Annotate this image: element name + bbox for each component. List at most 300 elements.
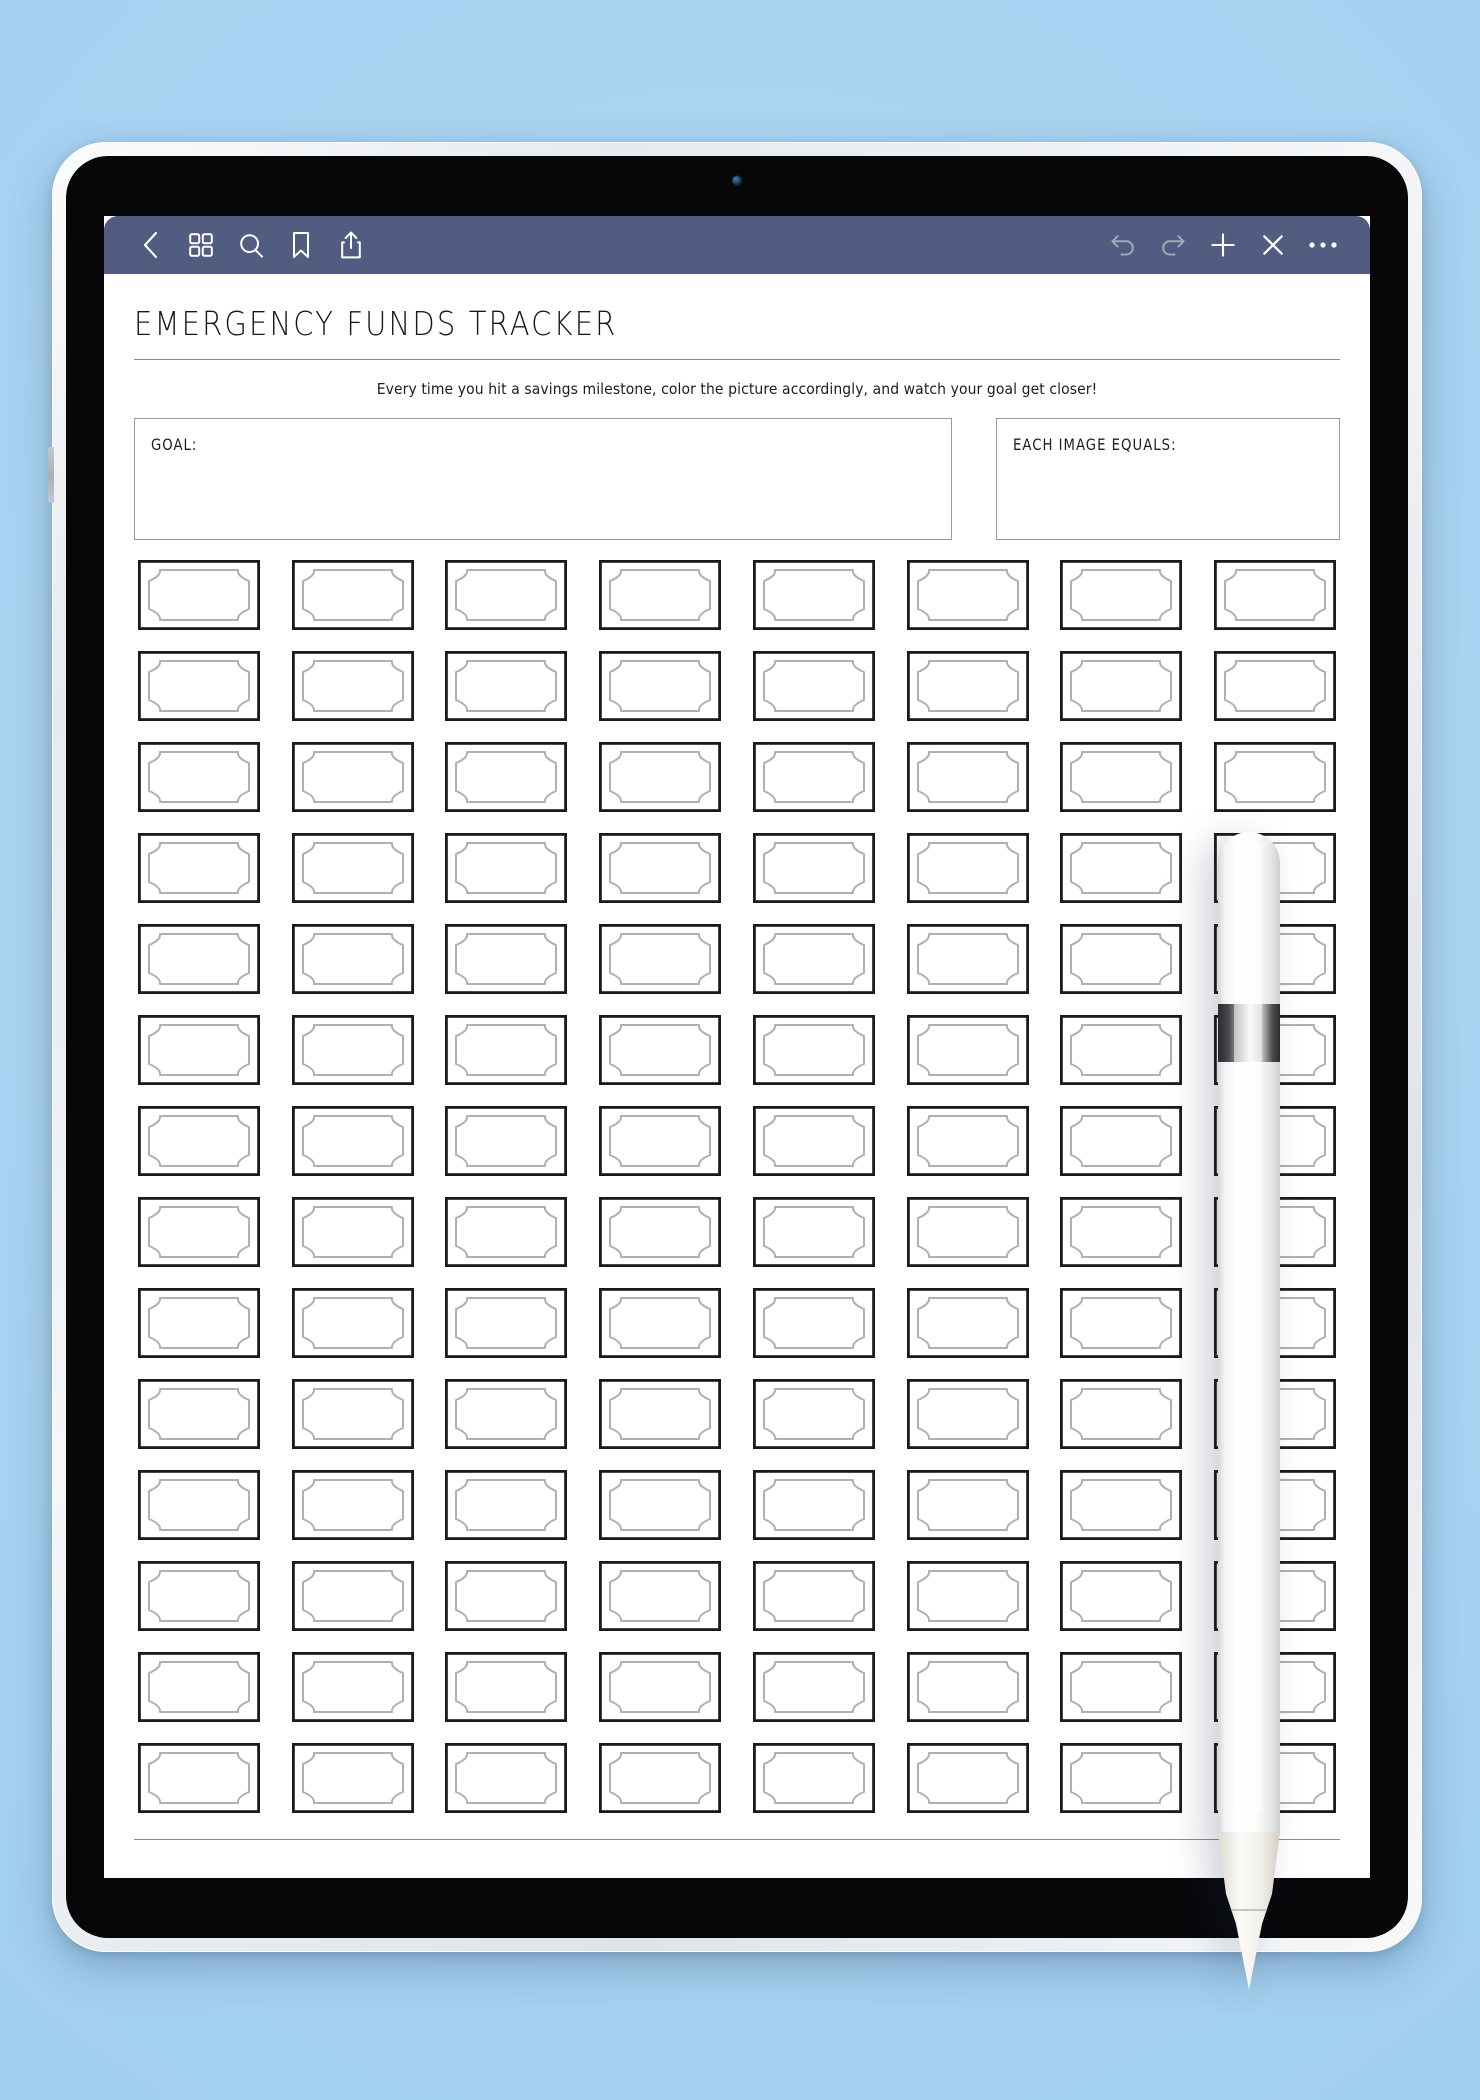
tracker-note-cell[interactable] — [749, 924, 879, 1015]
banknote-outer-border — [139, 925, 258, 992]
banknote-outer-border — [601, 1562, 720, 1629]
tracker-note-cell[interactable] — [1210, 1379, 1340, 1470]
banknote-icon — [907, 742, 1029, 812]
tracker-note-cell[interactable] — [1210, 1470, 1340, 1561]
tracker-note-cell[interactable] — [595, 1470, 725, 1561]
banknote-icon — [138, 1015, 260, 1085]
banknote-icon — [753, 924, 875, 994]
add-button[interactable] — [1198, 220, 1248, 270]
tracker-note-cell[interactable] — [134, 1561, 264, 1652]
tracker-note-cell[interactable] — [288, 1743, 418, 1834]
banknote-outer-border — [1062, 1653, 1181, 1720]
tracker-note-cell[interactable] — [1057, 1652, 1187, 1743]
banknote-outer-border — [139, 1289, 258, 1356]
banknote-icon — [292, 1379, 414, 1449]
banknote-outer-border — [1062, 1744, 1181, 1811]
tracker-note-cell[interactable] — [595, 1197, 725, 1288]
undo-button[interactable] — [1098, 220, 1148, 270]
tracker-note-cell[interactable] — [903, 924, 1033, 1015]
tracker-note-cell[interactable] — [442, 742, 572, 833]
banknote-outer-border — [601, 652, 720, 719]
banknote-outer-border — [754, 743, 873, 810]
tracker-note-cell[interactable] — [903, 1015, 1033, 1106]
share-button[interactable] — [326, 220, 376, 270]
tracker-note-cell[interactable] — [288, 1106, 418, 1197]
tracker-note-cell[interactable] — [1210, 1197, 1340, 1288]
tracker-note-cell[interactable] — [1210, 1106, 1340, 1197]
banknote-icon — [1214, 1106, 1336, 1176]
tracker-note-cell[interactable] — [1210, 1015, 1340, 1106]
tracker-grid — [134, 560, 1340, 1834]
tracker-note-cell[interactable] — [1210, 833, 1340, 924]
banknote-outer-border — [1216, 1562, 1335, 1629]
tracker-note-cell[interactable] — [442, 1743, 572, 1834]
tracker-note-cell[interactable] — [134, 651, 264, 742]
banknote-outer-border — [601, 1653, 720, 1720]
tracker-note-cell[interactable] — [1210, 1561, 1340, 1652]
tracker-note-cell[interactable] — [1210, 651, 1340, 742]
banknote-icon — [445, 1652, 567, 1722]
banknote-outer-border — [139, 1016, 258, 1083]
banknote-outer-border — [908, 652, 1027, 719]
tracker-note-cell[interactable] — [442, 560, 572, 651]
tracker-note-cell[interactable] — [1210, 560, 1340, 651]
banknote-outer-border — [1062, 652, 1181, 719]
banknote-icon — [1060, 1197, 1182, 1267]
tracker-note-cell[interactable] — [442, 1197, 572, 1288]
tracker-note-cell[interactable] — [1057, 1561, 1187, 1652]
banknote-icon — [1214, 742, 1336, 812]
banknote-outer-border — [1062, 1380, 1181, 1447]
tracker-note-cell[interactable] — [134, 742, 264, 833]
banknote-icon — [1214, 1197, 1336, 1267]
tracker-note-cell[interactable] — [134, 560, 264, 651]
banknote-icon — [907, 1015, 1029, 1085]
tracker-note-cell[interactable] — [1210, 1743, 1340, 1834]
banknote-icon — [292, 742, 414, 812]
tracker-note-cell[interactable] — [134, 1288, 264, 1379]
banknote-icon — [1214, 1288, 1336, 1358]
banknote-icon — [753, 1561, 875, 1631]
banknote-icon — [138, 1379, 260, 1449]
share-icon — [339, 230, 363, 260]
banknote-outer-border — [601, 1289, 720, 1356]
banknote-icon — [292, 1015, 414, 1085]
banknote-icon — [907, 1379, 1029, 1449]
banknote-icon — [599, 1561, 721, 1631]
tracker-note-cell[interactable] — [749, 560, 879, 651]
grid-icon — [188, 232, 214, 258]
banknote-outer-border — [139, 561, 258, 628]
tracker-note-cell[interactable] — [442, 924, 572, 1015]
tracker-note-cell[interactable] — [134, 1743, 264, 1834]
tracker-note-cell[interactable] — [1210, 1288, 1340, 1379]
banknote-icon — [138, 1106, 260, 1176]
banknote-outer-border — [1062, 1107, 1181, 1174]
banknote-outer-border — [908, 1198, 1027, 1265]
tracker-note-cell[interactable] — [442, 1561, 572, 1652]
tracker-note-cell[interactable] — [288, 833, 418, 924]
tracker-note-cell[interactable] — [749, 1470, 879, 1561]
tracker-note-cell[interactable] — [288, 1288, 418, 1379]
screen — [104, 216, 1370, 1878]
tracker-note-cell[interactable] — [1057, 560, 1187, 651]
banknote-icon — [753, 1743, 875, 1813]
banknote-outer-border — [1216, 652, 1335, 719]
banknote-icon — [1214, 833, 1336, 903]
banknote-icon — [599, 833, 721, 903]
banknote-outer-border — [447, 652, 566, 719]
banknote-outer-border — [293, 1289, 412, 1356]
banknote-outer-border — [139, 1562, 258, 1629]
tracker-note-cell[interactable] — [1210, 924, 1340, 1015]
thumbnails-button[interactable] — [176, 220, 226, 270]
banknote-icon — [445, 651, 567, 721]
banknote-outer-border — [754, 1653, 873, 1720]
banknote-outer-border — [601, 1744, 720, 1811]
tracker-note-cell[interactable] — [749, 1197, 879, 1288]
banknote-icon — [753, 742, 875, 812]
tracker-note-cell[interactable] — [595, 1561, 725, 1652]
banknote-icon — [907, 651, 1029, 721]
banknote-outer-border — [754, 1289, 873, 1356]
banknote-icon — [753, 1470, 875, 1540]
tracker-note-cell[interactable] — [442, 651, 572, 742]
toolbar-left-group — [126, 220, 376, 270]
tracker-note-cell[interactable] — [1210, 742, 1340, 833]
banknote-icon — [907, 1743, 1029, 1813]
banknote-icon — [445, 560, 567, 630]
banknote-icon — [907, 1561, 1029, 1631]
bookmark-icon — [290, 230, 312, 260]
tracker-note-cell[interactable] — [442, 1015, 572, 1106]
tracker-note-cell[interactable] — [134, 1106, 264, 1197]
banknote-outer-border — [139, 1471, 258, 1538]
tracker-note-cell[interactable] — [595, 651, 725, 742]
banknote-icon — [599, 1743, 721, 1813]
banknote-outer-border — [293, 1471, 412, 1538]
tracker-note-cell[interactable] — [749, 1652, 879, 1743]
banknote-outer-border — [908, 925, 1027, 992]
banknote-icon — [1060, 833, 1182, 903]
tracker-note-cell[interactable] — [134, 1379, 264, 1470]
banknote-outer-border — [1216, 1653, 1335, 1720]
banknote-outer-border — [908, 1016, 1027, 1083]
banknote-outer-border — [1062, 1289, 1181, 1356]
tracker-note-cell[interactable] — [595, 742, 725, 833]
tracker-note-cell[interactable] — [903, 1470, 1033, 1561]
tracker-note-cell[interactable] — [134, 1197, 264, 1288]
banknote-icon — [1214, 651, 1336, 721]
front-camera-dot — [733, 176, 742, 185]
banknote-icon — [753, 1015, 875, 1085]
banknote-icon — [1214, 924, 1336, 994]
tracker-note-cell[interactable] — [749, 1561, 879, 1652]
tracker-note-cell[interactable] — [595, 833, 725, 924]
banknote-outer-border — [908, 1107, 1027, 1174]
tracker-note-cell[interactable] — [595, 924, 725, 1015]
banknote-icon — [907, 560, 1029, 630]
banknote-outer-border — [293, 1562, 412, 1629]
fields-row — [134, 418, 1340, 540]
banknote-outer-border — [601, 1471, 720, 1538]
banknote-outer-border — [1062, 1471, 1181, 1538]
banknote-outer-border — [908, 834, 1027, 901]
tracker-note-cell[interactable] — [134, 1470, 264, 1561]
tracker-note-cell[interactable] — [442, 1379, 572, 1470]
banknote-icon — [445, 1015, 567, 1085]
tracker-note-cell[interactable] — [595, 560, 725, 651]
banknote-icon — [599, 742, 721, 812]
banknote-outer-border — [447, 925, 566, 992]
tracker-note-cell[interactable] — [749, 1015, 879, 1106]
banknote-icon — [907, 1106, 1029, 1176]
tracker-note-cell[interactable] — [288, 560, 418, 651]
banknote-icon — [753, 1379, 875, 1449]
back-button[interactable] — [126, 220, 176, 270]
tracker-note-cell[interactable] — [903, 1288, 1033, 1379]
banknote-icon — [138, 1197, 260, 1267]
tracker-note-cell[interactable] — [749, 1379, 879, 1470]
banknote-icon — [445, 924, 567, 994]
each-image-equals-field[interactable] — [996, 418, 1340, 540]
tracker-note-cell[interactable] — [903, 560, 1033, 651]
tracker-note-cell[interactable] — [903, 1743, 1033, 1834]
tracker-note-cell[interactable] — [595, 1015, 725, 1106]
tracker-note-cell[interactable] — [1057, 1379, 1187, 1470]
tracker-note-cell[interactable] — [1057, 1197, 1187, 1288]
banknote-icon — [753, 651, 875, 721]
tracker-note-cell[interactable] — [1057, 1106, 1187, 1197]
banknote-outer-border — [754, 1471, 873, 1538]
banknote-icon — [445, 1288, 567, 1358]
volume-button[interactable] — [48, 447, 54, 503]
banknote-icon — [138, 833, 260, 903]
tracker-note-cell[interactable] — [1210, 1652, 1340, 1743]
banknote-icon — [599, 924, 721, 994]
banknote-outer-border — [1062, 1562, 1181, 1629]
tracker-note-cell[interactable] — [442, 1106, 572, 1197]
title-divider — [134, 359, 1340, 360]
tracker-note-cell[interactable] — [595, 1379, 725, 1470]
document-page — [104, 274, 1370, 1878]
page-title: EMERGENCY FUNDS TRACKER — [134, 304, 618, 343]
tracker-note-cell[interactable] — [1057, 1288, 1187, 1379]
banknote-outer-border — [754, 1016, 873, 1083]
banknote-outer-border — [754, 925, 873, 992]
bookmark-button[interactable] — [276, 220, 326, 270]
banknote-outer-border — [447, 1562, 566, 1629]
banknote-outer-border — [139, 1107, 258, 1174]
banknote-outer-border — [601, 925, 720, 992]
toolbar-right-group — [1098, 220, 1348, 270]
tracker-note-cell[interactable] — [288, 1561, 418, 1652]
banknote-icon — [445, 1106, 567, 1176]
plus-icon — [1209, 231, 1237, 259]
banknote-outer-border — [1216, 1198, 1335, 1265]
banknote-outer-border — [1216, 743, 1335, 810]
tracker-note-cell[interactable] — [595, 1743, 725, 1834]
tracker-note-cell[interactable] — [134, 1652, 264, 1743]
banknote-icon — [907, 1652, 1029, 1722]
tracker-note-cell[interactable] — [1057, 1015, 1187, 1106]
tracker-note-cell[interactable] — [288, 742, 418, 833]
tracker-note-cell[interactable] — [1057, 924, 1187, 1015]
banknote-outer-border — [1216, 925, 1335, 992]
banknote-outer-border — [139, 1198, 258, 1265]
tracker-note-cell[interactable] — [442, 1470, 572, 1561]
undo-icon — [1109, 232, 1137, 258]
tracker-note-cell[interactable] — [134, 833, 264, 924]
banknote-icon — [599, 651, 721, 721]
tracker-note-cell[interactable] — [749, 651, 879, 742]
banknote-outer-border — [908, 561, 1027, 628]
redo-button[interactable] — [1148, 220, 1198, 270]
tracker-note-cell[interactable] — [595, 1652, 725, 1743]
tracker-note-cell[interactable] — [288, 1652, 418, 1743]
tracker-note-cell[interactable] — [749, 742, 879, 833]
banknote-outer-border — [1216, 1107, 1335, 1174]
tracker-note-cell[interactable] — [1057, 1470, 1187, 1561]
banknote-icon — [1214, 1561, 1336, 1631]
banknote-outer-border — [601, 743, 720, 810]
footer-divider — [134, 1839, 1340, 1841]
goal-field[interactable] — [134, 418, 952, 540]
banknote-outer-border — [1216, 1016, 1335, 1083]
banknote-outer-border — [1062, 561, 1181, 628]
banknote-icon — [138, 1743, 260, 1813]
banknote-outer-border — [293, 1653, 412, 1720]
tracker-note-cell[interactable] — [288, 1197, 418, 1288]
banknote-outer-border — [293, 1198, 412, 1265]
tracker-note-cell[interactable] — [903, 1652, 1033, 1743]
banknote-icon — [599, 1197, 721, 1267]
banknote-icon — [599, 1652, 721, 1722]
tracker-note-cell[interactable] — [903, 1106, 1033, 1197]
tracker-note-cell[interactable] — [903, 651, 1033, 742]
banknote-icon — [445, 1379, 567, 1449]
tracker-note-cell[interactable] — [288, 651, 418, 742]
banknote-icon — [292, 1197, 414, 1267]
close-button[interactable] — [1248, 220, 1298, 270]
tracker-note-cell[interactable] — [1057, 651, 1187, 742]
banknote-outer-border — [139, 1744, 258, 1811]
banknote-icon — [292, 924, 414, 994]
banknote-outer-border — [293, 1380, 412, 1447]
banknote-outer-border — [908, 1653, 1027, 1720]
banknote-outer-border — [908, 743, 1027, 810]
each-image-equals-field-label: EACH IMAGE EQUALS: — [1013, 435, 1177, 454]
banknote-outer-border — [139, 1653, 258, 1720]
banknote-outer-border — [601, 834, 720, 901]
tracker-note-cell[interactable] — [749, 1743, 879, 1834]
tracker-note-cell[interactable] — [595, 1106, 725, 1197]
tracker-note-cell[interactable] — [749, 833, 879, 924]
tracker-note-cell[interactable] — [903, 1379, 1033, 1470]
tracker-note-cell[interactable] — [595, 1288, 725, 1379]
tracker-note-cell[interactable] — [134, 924, 264, 1015]
tracker-note-cell[interactable] — [903, 833, 1033, 924]
banknote-outer-border — [293, 743, 412, 810]
banknote-icon — [753, 1288, 875, 1358]
tracker-note-cell[interactable] — [1057, 1743, 1187, 1834]
banknote-outer-border — [601, 1380, 720, 1447]
banknote-icon — [1060, 742, 1182, 812]
banknote-icon — [1060, 924, 1182, 994]
tracker-note-cell[interactable] — [749, 1288, 879, 1379]
tracker-note-cell[interactable] — [134, 1015, 264, 1106]
page-subtitle: Every time you hit a savings milestone, color the picture accordingly, and watch your goal get closer! — [376, 380, 1098, 398]
banknote-icon — [599, 560, 721, 630]
more-button[interactable] — [1298, 220, 1348, 270]
tracker-note-cell[interactable] — [749, 1106, 879, 1197]
banknote-outer-border — [601, 1198, 720, 1265]
tracker-note-cell[interactable] — [288, 1470, 418, 1561]
tracker-note-cell[interactable] — [903, 1561, 1033, 1652]
tablet-device — [52, 142, 1422, 1952]
page-content — [134, 274, 1340, 1878]
banknote-icon — [1060, 1652, 1182, 1722]
banknote-outer-border — [1216, 1471, 1335, 1538]
banknote-icon — [292, 1652, 414, 1722]
tracker-note-cell[interactable] — [442, 833, 572, 924]
banknote-icon — [445, 1470, 567, 1540]
banknote-icon — [292, 1743, 414, 1813]
tracker-note-cell[interactable] — [288, 924, 418, 1015]
banknote-outer-border — [293, 925, 412, 992]
banknote-outer-border — [447, 1289, 566, 1356]
search-button[interactable] — [226, 220, 276, 270]
banknote-icon — [1214, 1015, 1336, 1085]
banknote-icon — [1060, 1288, 1182, 1358]
banknote-icon — [138, 742, 260, 812]
banknote-outer-border — [1062, 925, 1181, 992]
tracker-note-cell[interactable] — [288, 1379, 418, 1470]
banknote-icon — [1060, 1379, 1182, 1449]
tracker-note-cell[interactable] — [903, 742, 1033, 833]
banknote-outer-border — [293, 561, 412, 628]
tracker-note-cell[interactable] — [1057, 742, 1187, 833]
banknote-icon — [599, 1015, 721, 1085]
banknote-icon — [292, 651, 414, 721]
tracker-note-cell[interactable] — [442, 1288, 572, 1379]
banknote-icon — [138, 651, 260, 721]
banknote-outer-border — [754, 1562, 873, 1629]
banknote-icon — [1060, 560, 1182, 630]
banknote-outer-border — [447, 1107, 566, 1174]
banknote-icon — [1214, 1379, 1336, 1449]
banknote-outer-border — [908, 1562, 1027, 1629]
banknote-icon — [445, 833, 567, 903]
banknote-outer-border — [447, 561, 566, 628]
banknote-icon — [753, 1197, 875, 1267]
banknote-icon — [292, 1561, 414, 1631]
banknote-outer-border — [447, 1016, 566, 1083]
tracker-note-cell[interactable] — [903, 1197, 1033, 1288]
tracker-note-cell[interactable] — [288, 1015, 418, 1106]
banknote-icon — [599, 1470, 721, 1540]
banknote-outer-border — [908, 1744, 1027, 1811]
banknote-icon — [907, 1288, 1029, 1358]
banknote-icon — [599, 1106, 721, 1176]
banknote-icon — [599, 1288, 721, 1358]
banknote-icon — [907, 1470, 1029, 1540]
banknote-outer-border — [754, 1107, 873, 1174]
tracker-note-cell[interactable] — [1057, 833, 1187, 924]
tracker-note-cell[interactable] — [442, 1652, 572, 1743]
banknote-outer-border — [447, 743, 566, 810]
banknote-icon — [445, 1561, 567, 1631]
